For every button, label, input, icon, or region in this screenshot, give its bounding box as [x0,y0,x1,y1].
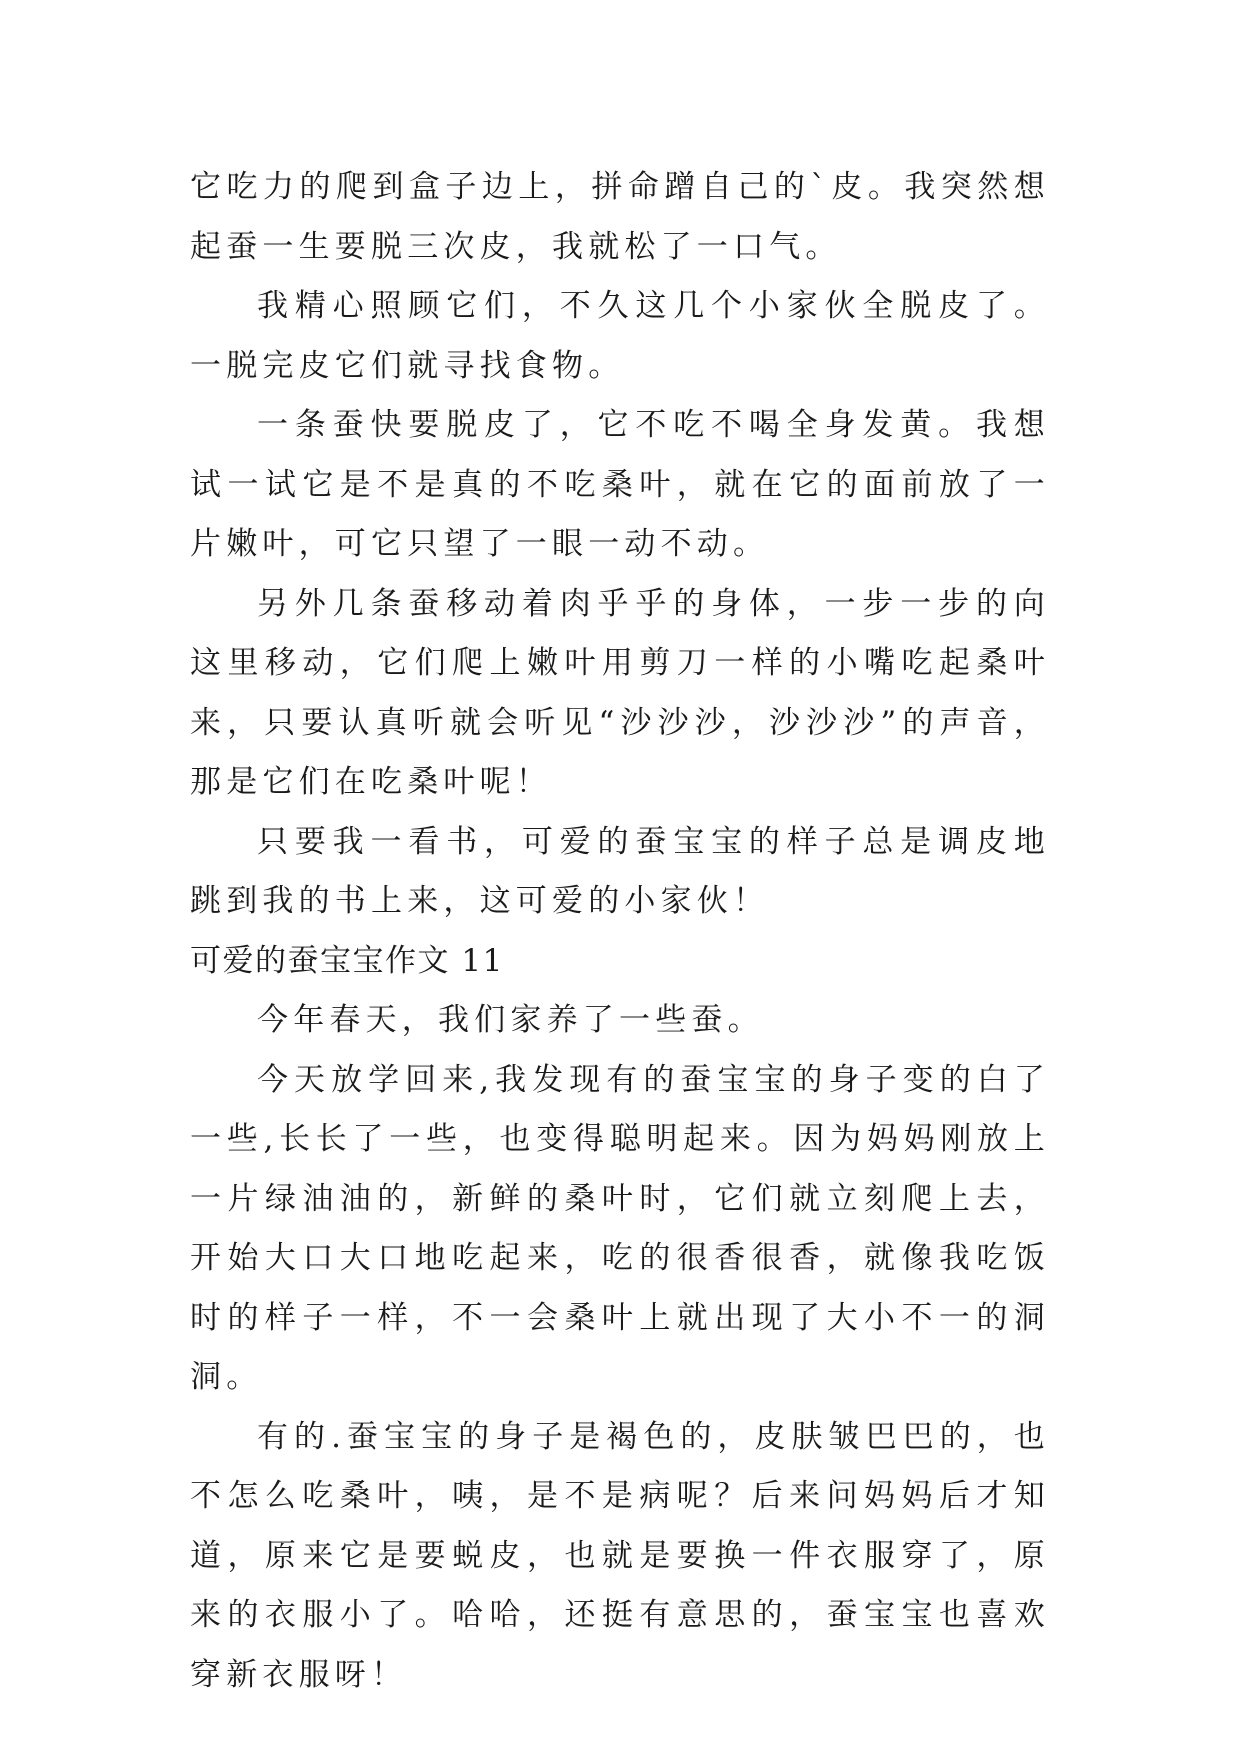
document-page [190,158,1050,1705]
paragraph: 我精心照顾它们，不久这几个小家伙全脱皮了。一脱完皮它们就寻找食物。 [190,288,1050,384]
paragraph: 有的.蚕宝宝的身子是褐色的，皮肤皱巴巴的，也不怎么吃桑叶，咦，是不是病呢？后来问妈妈后才知道，原来它是要蜕皮，也就是要换一件衣服穿了，原来的衣服小了。哈哈，还挺有意思的，蚕宝宝也喜欢穿新衣服呀！ [190,1418,1050,1693]
section-title: 可爱的蚕宝宝作文 11 [190,942,504,979]
paragraph: 今年春天，我们家养了一些蚕。 [257,1002,764,1038]
paragraph: 今天放学回来,我发现有的蚕宝宝的身子变的白了一些,长长了一些，也变得聪明起来。因为妈妈刚放上一片绿油油的，新鲜的桑叶时，它们就立刻爬上去，开始大口大口地吃起来，吃的很香很香，就像我吃饭时的样子一样，不一会桑叶上就出现了大小不一的洞洞。 [190,1061,1050,1395]
paragraph: 只要我一看书，可爱的蚕宝宝的样子总是调皮地跳到我的书上来，这可爱的小家伙！ [190,823,1050,919]
paragraph: 它吃力的爬到盒子边上，拼命蹭自己的`皮。我突然想起蚕一生要脱三次皮，我就松了一口气。 [190,169,1050,265]
paragraph: 一条蚕快要脱皮了，它不吃不喝全身发黄。我想试一试它是不是真的不吃桑叶，就在它的面前放了一片嫩叶，可它只望了一眼一动不动。 [190,407,1050,562]
paragraph: 另外几条蚕移动着肉乎乎的身体，一步一步的向这里移动，它们爬上嫩叶用剪刀一样的小嘴吃起桑叶来，只要认真听就会听见“沙沙沙，沙沙沙”的声音，那是它们在吃桑叶呢！ [190,585,1050,800]
